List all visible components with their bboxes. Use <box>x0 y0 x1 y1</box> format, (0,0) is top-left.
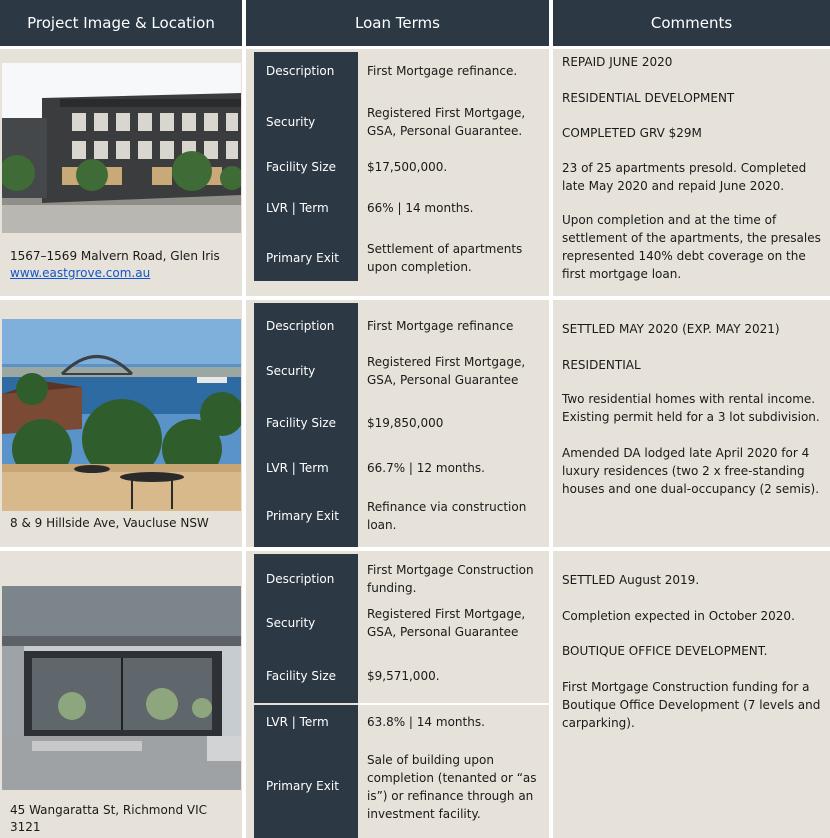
row1-address: 1567–1569 Malvern Road, Glen Iris <box>10 249 220 263</box>
row3-lvr: 63.8% | 14 months. <box>367 715 485 729</box>
row1-description: First Mortgage refinance. <box>367 64 518 78</box>
row3-description: First Mortgage Construction funding. <box>367 563 534 595</box>
row2-address: 8 & 9 Hillside Ave, Vaucluse NSW <box>10 516 209 530</box>
row1-exit: Settlement of apartments upon completion. <box>367 242 523 274</box>
row1-security: Registered First Mortgage, GSA, Personal Guarantee. <box>367 106 526 138</box>
row3-label-lvr: LVR | Term <box>266 715 329 729</box>
row2-comment-4: Amended DA lodged late April 2020 for 4 luxury residences (two 2 x free-standing houses and one dual-occupancy (2 semis). <box>562 446 820 496</box>
header-project-image-location: Project Image & Location <box>0 0 242 46</box>
row3-security: Registered First Mortgage, GSA, Personal Guarantee <box>367 607 526 639</box>
row1-comment-5: Upon completion and at the time of settlement of the apartments, the presales represented 140% debt coverage on the first mortgage loan. <box>562 213 821 281</box>
row1-label-exit: Primary Exit <box>266 251 339 265</box>
row3-comment-3: BOUTIQUE OFFICE DEVELOPMENT. <box>562 644 768 658</box>
row1-label-facility: Facility Size <box>266 160 337 174</box>
row2-label-facility: Facility Size <box>266 416 337 430</box>
row1-label-description: Description <box>266 64 335 78</box>
row3-comment-4: First Mortgage Construction funding for a Boutique Office Development (7 levels and carparking). <box>562 680 821 730</box>
row3-label-description: Description <box>266 572 335 586</box>
row3-label-security: Security <box>266 616 316 630</box>
row2-facility: $19,850,000 <box>367 416 444 430</box>
row3-label-facility: Facility Size <box>266 669 337 683</box>
row1-comment-3: COMPLETED GRV $29M <box>562 126 702 140</box>
row3-label-exit: Primary Exit <box>266 779 339 793</box>
row2-comment-3: Two residential homes with rental income. Existing permit held for a 3 lot subdivision. <box>562 392 820 424</box>
row3-exit: Sale of building upon completion (tenanted or “as is”) or refinance through an investment facility. <box>367 753 537 821</box>
richmond-office-image <box>2 586 241 790</box>
row2-label-security: Security <box>266 364 316 378</box>
row2-comment-2: RESIDENTIAL <box>562 358 641 372</box>
row2-security: Registered First Mortgage, GSA, Personal Guarantee <box>367 355 526 387</box>
row1-label-lvr: LVR | Term <box>266 201 329 215</box>
row2-label-description: Description <box>266 319 335 333</box>
row3-comment-1: SETTLED August 2019. <box>562 573 700 587</box>
row2-lvr: 66.7% | 12 months. <box>367 461 485 475</box>
row1-comment-2: RESIDENTIAL DEVELOPMENT <box>562 91 735 105</box>
header-comments: Comments <box>553 0 830 46</box>
row2-exit: Refinance via construction loan. <box>367 500 527 532</box>
row3-comment-2: Completion expected in October 2020. <box>562 609 795 623</box>
row1-lvr: 66% | 14 months. <box>367 201 474 215</box>
row2-label-lvr: LVR | Term <box>266 461 329 475</box>
row2-label-exit: Primary Exit <box>266 509 339 523</box>
row2-comment-1: SETTLED MAY 2020 (EXP. MAY 2021) <box>562 322 780 336</box>
eastgrove-website-link[interactable]: www.eastgrove.com.au <box>10 266 151 280</box>
row1-label-security: Security <box>266 115 316 129</box>
row3-address: 45 Wangaratta St, Richmond VIC 3121 <box>10 803 207 834</box>
vaucluse-harbour-image <box>2 319 241 511</box>
header-loan-terms: Loan Terms <box>246 0 549 46</box>
row1-comment-1: REPAID JUNE 2020 <box>562 55 673 69</box>
row3-facility: $9,571,000. <box>367 669 440 683</box>
row1-comment-4: 23 of 25 apartments presold. Completed late May 2020 and repaid June 2020. <box>562 161 807 193</box>
glen-iris-apartments-image <box>2 63 241 233</box>
row2-description: First Mortgage refinance <box>367 319 514 333</box>
row3-divider <box>358 703 549 705</box>
row1-facility: $17,500,000. <box>367 160 448 174</box>
